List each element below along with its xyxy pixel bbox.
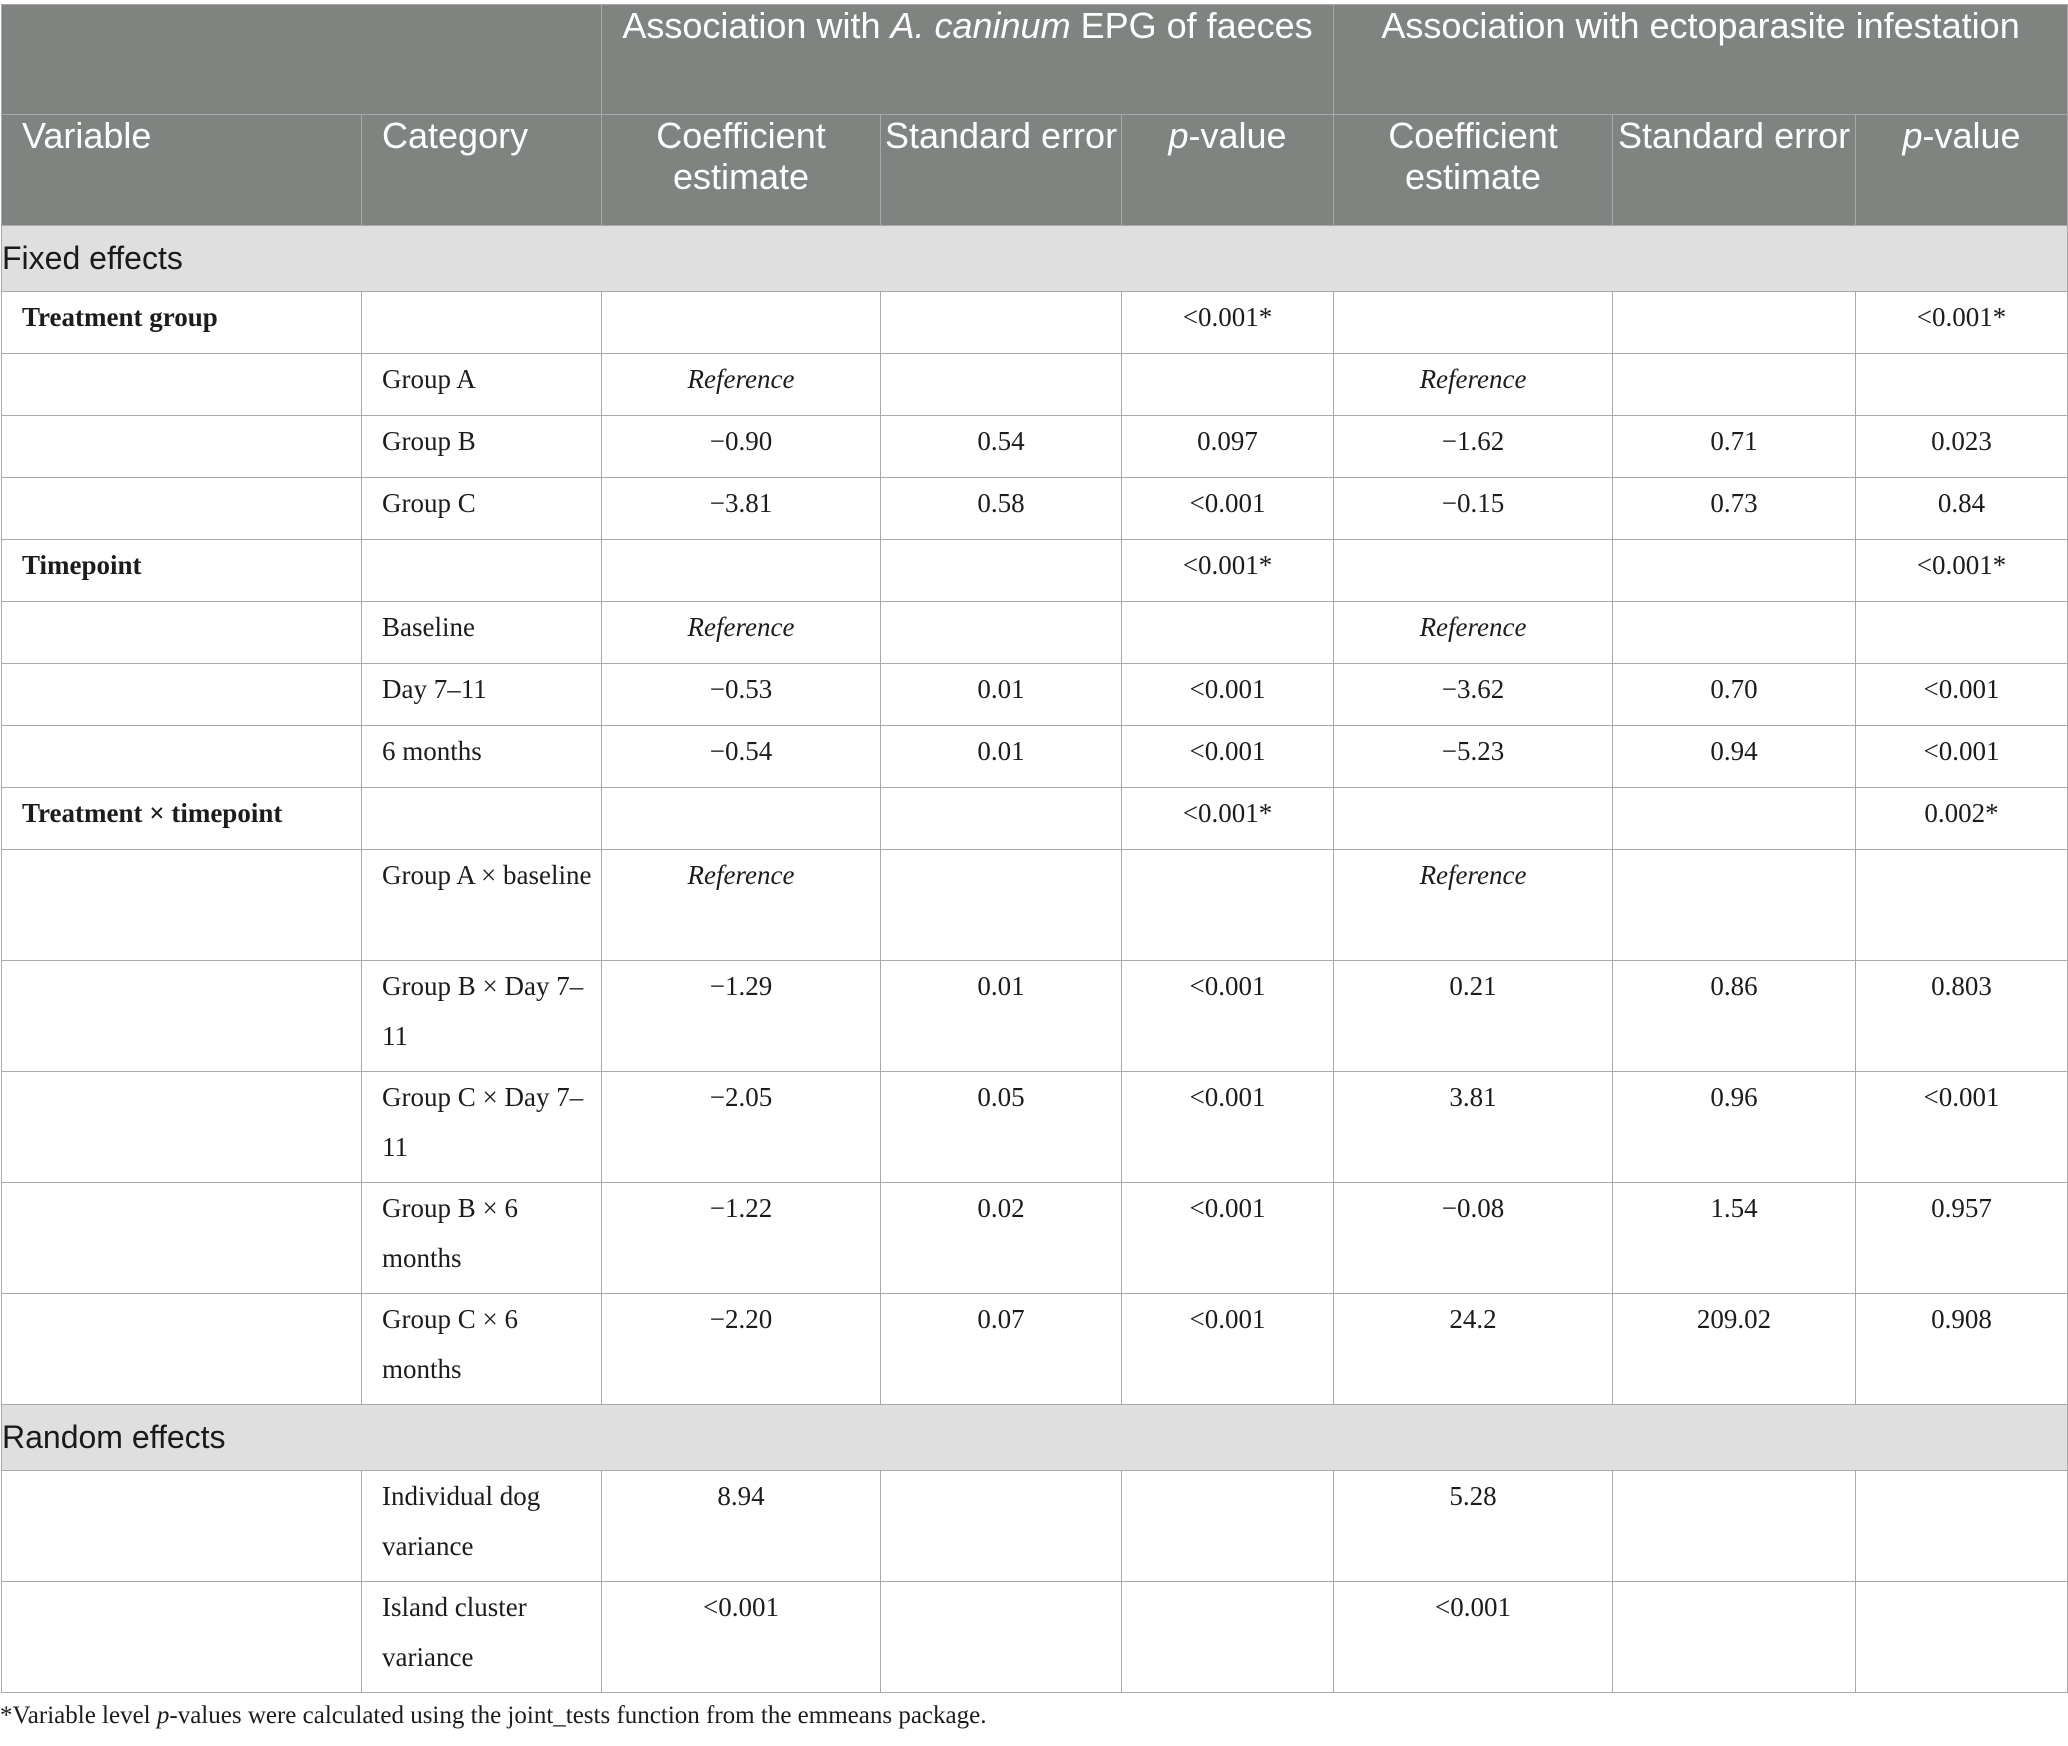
ecto-p-cell: <0.001 — [1856, 726, 2068, 788]
category-cell: Group A — [362, 354, 602, 416]
category-cell: Group B — [362, 416, 602, 478]
ecto-p-cell: <0.001* — [1856, 292, 2068, 354]
blank-header-cell — [2, 5, 602, 115]
category-header: Category — [362, 115, 602, 226]
epg-p-suffix: -value — [1188, 115, 1287, 156]
results-table-container — [0, 4, 2068, 1693]
ecto-p-cell — [1856, 602, 2068, 664]
epg-coef-cell: −3.81 — [602, 478, 881, 540]
epg-p-header — [1122, 115, 1334, 226]
table-row — [2, 540, 2068, 602]
ecto-p-cell: 0.002* — [1856, 788, 2068, 850]
ecto-coef-cell: Reference — [1334, 354, 1613, 416]
ecto-p-cell: <0.001 — [1856, 1072, 2068, 1183]
category-cell: Individual dog variance — [362, 1471, 602, 1582]
variable-cell — [2, 602, 362, 664]
epg-header-prefix: Association with — [622, 5, 891, 46]
epg-se-cell — [881, 1471, 1122, 1582]
epg-p-cell: <0.001* — [1122, 292, 1334, 354]
category-cell: Group A × baseline — [362, 850, 602, 961]
table-row — [2, 726, 2068, 788]
epg-se-cell — [881, 292, 1122, 354]
ecto-se-cell — [1613, 1471, 1856, 1582]
table-footnote — [0, 1702, 986, 1730]
ecto-se-cell: 0.71 — [1613, 416, 1856, 478]
category-cell: Group C × 6 months — [362, 1294, 602, 1405]
ecto-se-cell: 0.86 — [1613, 961, 1856, 1072]
epg-p-cell: <0.001 — [1122, 961, 1334, 1072]
variable-cell — [2, 850, 362, 961]
epg-p-cell: <0.001* — [1122, 540, 1334, 602]
epg-p-cell: <0.001 — [1122, 1294, 1334, 1405]
table-row — [2, 602, 2068, 664]
ecto-se-cell: 0.73 — [1613, 478, 1856, 540]
epg-coef-cell: −2.20 — [602, 1294, 881, 1405]
epg-coef-cell: Reference — [602, 850, 881, 961]
ecto-coef-cell — [1334, 788, 1613, 850]
ecto-coef-cell: −0.15 — [1334, 478, 1613, 540]
epg-coef-cell: −0.53 — [602, 664, 881, 726]
variable-cell — [2, 1582, 362, 1693]
category-cell: Group B × Day 7–11 — [362, 961, 602, 1072]
variable-cell — [2, 354, 362, 416]
variable-cell — [2, 1294, 362, 1405]
ecto-se-cell: 0.94 — [1613, 726, 1856, 788]
epg-coef-header: Coefficient estimate — [602, 115, 881, 226]
table-row — [2, 1582, 2068, 1693]
section-label-random: Random effects — [2, 1405, 2068, 1471]
ecto-p-cell — [1856, 1582, 2068, 1693]
ecto-coef-cell: −1.62 — [1334, 416, 1613, 478]
epg-p-cell: <0.001 — [1122, 1183, 1334, 1294]
ecto-group-header: Association with ectoparasite infestation — [1334, 5, 2068, 115]
ecto-se-cell — [1613, 540, 1856, 602]
table-row — [2, 354, 2068, 416]
category-cell — [362, 540, 602, 602]
epg-coef-cell: <0.001 — [602, 1582, 881, 1693]
table-row — [2, 478, 2068, 540]
epg-se-cell — [881, 1582, 1122, 1693]
ecto-coef-cell — [1334, 292, 1613, 354]
table-row — [2, 664, 2068, 726]
category-cell: Day 7–11 — [362, 664, 602, 726]
variable-cell: Treatment group — [2, 292, 362, 354]
ecto-coef-cell: 24.2 — [1334, 1294, 1613, 1405]
category-cell: Group B × 6 months — [362, 1183, 602, 1294]
ecto-p-header — [1856, 115, 2068, 226]
variable-cell: Timepoint — [2, 540, 362, 602]
ecto-p-cell — [1856, 850, 2068, 961]
footnote-prefix: *Variable level — [0, 1702, 157, 1729]
ecto-se-cell — [1613, 292, 1856, 354]
category-cell: Group C — [362, 478, 602, 540]
epg-se-cell: 0.01 — [881, 664, 1122, 726]
ecto-p-cell — [1856, 354, 2068, 416]
ecto-p-cell: <0.001* — [1856, 540, 2068, 602]
ecto-coef-cell: 5.28 — [1334, 1471, 1613, 1582]
table-row — [2, 1072, 2068, 1183]
table-row — [2, 961, 2068, 1072]
epg-se-cell — [881, 850, 1122, 961]
ecto-se-cell: 209.02 — [1613, 1294, 1856, 1405]
variable-cell — [2, 478, 362, 540]
epg-p-cell: <0.001 — [1122, 726, 1334, 788]
epg-se-cell: 0.54 — [881, 416, 1122, 478]
ecto-p-cell — [1856, 1471, 2068, 1582]
results-table — [1, 4, 2068, 1693]
table-body — [2, 226, 2068, 1693]
epg-coef-cell: 8.94 — [602, 1471, 881, 1582]
variable-cell: Treatment × timepoint — [2, 788, 362, 850]
epg-p-cell: 0.097 — [1122, 416, 1334, 478]
ecto-se-cell: 0.96 — [1613, 1072, 1856, 1183]
epg-p-cell — [1122, 602, 1334, 664]
ecto-se-cell — [1613, 354, 1856, 416]
table-row — [2, 416, 2068, 478]
epg-coef-cell — [602, 540, 881, 602]
epg-header-species: A. caninum — [890, 5, 1071, 46]
category-cell: 6 months — [362, 726, 602, 788]
epg-se-cell: 0.01 — [881, 961, 1122, 1072]
epg-se-cell: 0.05 — [881, 1072, 1122, 1183]
ecto-se-cell — [1613, 602, 1856, 664]
epg-se-cell — [881, 354, 1122, 416]
ecto-p-cell: 0.84 — [1856, 478, 2068, 540]
epg-group-header — [602, 5, 1334, 115]
variable-cell — [2, 1471, 362, 1582]
epg-coef-cell: −0.90 — [602, 416, 881, 478]
ecto-p-italic: p — [1902, 115, 1923, 156]
epg-se-cell: 0.01 — [881, 726, 1122, 788]
ecto-se-header: Standard error — [1613, 115, 1856, 226]
ecto-coef-cell: −3.62 — [1334, 664, 1613, 726]
epg-p-cell: <0.001 — [1122, 1072, 1334, 1183]
group-header-row — [2, 5, 2068, 115]
category-cell — [362, 788, 602, 850]
category-cell: Baseline — [362, 602, 602, 664]
epg-p-cell — [1122, 1471, 1334, 1582]
table-row — [2, 850, 2068, 961]
epg-se-header: Standard error — [881, 115, 1122, 226]
table-row — [2, 292, 2068, 354]
ecto-se-cell — [1613, 1582, 1856, 1693]
column-header-row — [2, 115, 2068, 226]
ecto-p-cell: 0.957 — [1856, 1183, 2068, 1294]
ecto-p-cell: 0.908 — [1856, 1294, 2068, 1405]
ecto-p-suffix: -value — [1922, 115, 2021, 156]
epg-se-cell — [881, 602, 1122, 664]
epg-p-cell — [1122, 850, 1334, 961]
epg-coef-cell: −1.22 — [602, 1183, 881, 1294]
ecto-coef-cell: −5.23 — [1334, 726, 1613, 788]
ecto-se-cell — [1613, 788, 1856, 850]
ecto-coef-cell: 3.81 — [1334, 1072, 1613, 1183]
variable-cell — [2, 416, 362, 478]
epg-p-cell: <0.001 — [1122, 664, 1334, 726]
table-row — [2, 1471, 2068, 1582]
section-row-fixed — [2, 226, 2068, 292]
table-row — [2, 1183, 2068, 1294]
epg-coef-cell — [602, 788, 881, 850]
footnote-p-italic: p — [156, 1702, 170, 1729]
epg-coef-cell: Reference — [602, 602, 881, 664]
epg-p-cell: <0.001* — [1122, 788, 1334, 850]
ecto-coef-cell — [1334, 540, 1613, 602]
epg-se-cell: 0.07 — [881, 1294, 1122, 1405]
variable-cell — [2, 1183, 362, 1294]
table-row — [2, 1294, 2068, 1405]
category-cell — [362, 292, 602, 354]
variable-header: Variable — [2, 115, 362, 226]
epg-coef-cell: −0.54 — [602, 726, 881, 788]
variable-cell — [2, 961, 362, 1072]
category-cell: Group C × Day 7–11 — [362, 1072, 602, 1183]
epg-header-suffix: EPG of faeces — [1070, 5, 1313, 46]
ecto-se-cell: 0.70 — [1613, 664, 1856, 726]
ecto-se-cell: 1.54 — [1613, 1183, 1856, 1294]
ecto-coef-header: Coefficient estimate — [1334, 115, 1613, 226]
epg-se-cell: 0.58 — [881, 478, 1122, 540]
epg-coef-cell: Reference — [602, 354, 881, 416]
epg-se-cell — [881, 788, 1122, 850]
epg-se-cell — [881, 540, 1122, 602]
epg-p-cell — [1122, 1582, 1334, 1693]
epg-coef-cell: −1.29 — [602, 961, 881, 1072]
epg-coef-cell: −2.05 — [602, 1072, 881, 1183]
section-label-fixed: Fixed effects — [2, 226, 2068, 292]
variable-cell — [2, 726, 362, 788]
variable-cell — [2, 664, 362, 726]
epg-p-cell — [1122, 354, 1334, 416]
ecto-coef-cell: −0.08 — [1334, 1183, 1613, 1294]
category-cell: Island cluster variance — [362, 1582, 602, 1693]
epg-p-italic: p — [1168, 115, 1189, 156]
variable-cell — [2, 1072, 362, 1183]
ecto-p-cell: <0.001 — [1856, 664, 2068, 726]
table-row — [2, 788, 2068, 850]
ecto-p-cell: 0.803 — [1856, 961, 2068, 1072]
ecto-se-cell — [1613, 850, 1856, 961]
section-row-random — [2, 1405, 2068, 1471]
ecto-coef-cell: <0.001 — [1334, 1582, 1613, 1693]
ecto-coef-cell: Reference — [1334, 850, 1613, 961]
epg-coef-cell — [602, 292, 881, 354]
ecto-coef-cell: Reference — [1334, 602, 1613, 664]
footnote-suffix: -values were calculated using the joint_tests function from the emmeans package. — [169, 1702, 987, 1729]
epg-p-cell: <0.001 — [1122, 478, 1334, 540]
epg-se-cell: 0.02 — [881, 1183, 1122, 1294]
ecto-coef-cell: 0.21 — [1334, 961, 1613, 1072]
ecto-p-cell: 0.023 — [1856, 416, 2068, 478]
